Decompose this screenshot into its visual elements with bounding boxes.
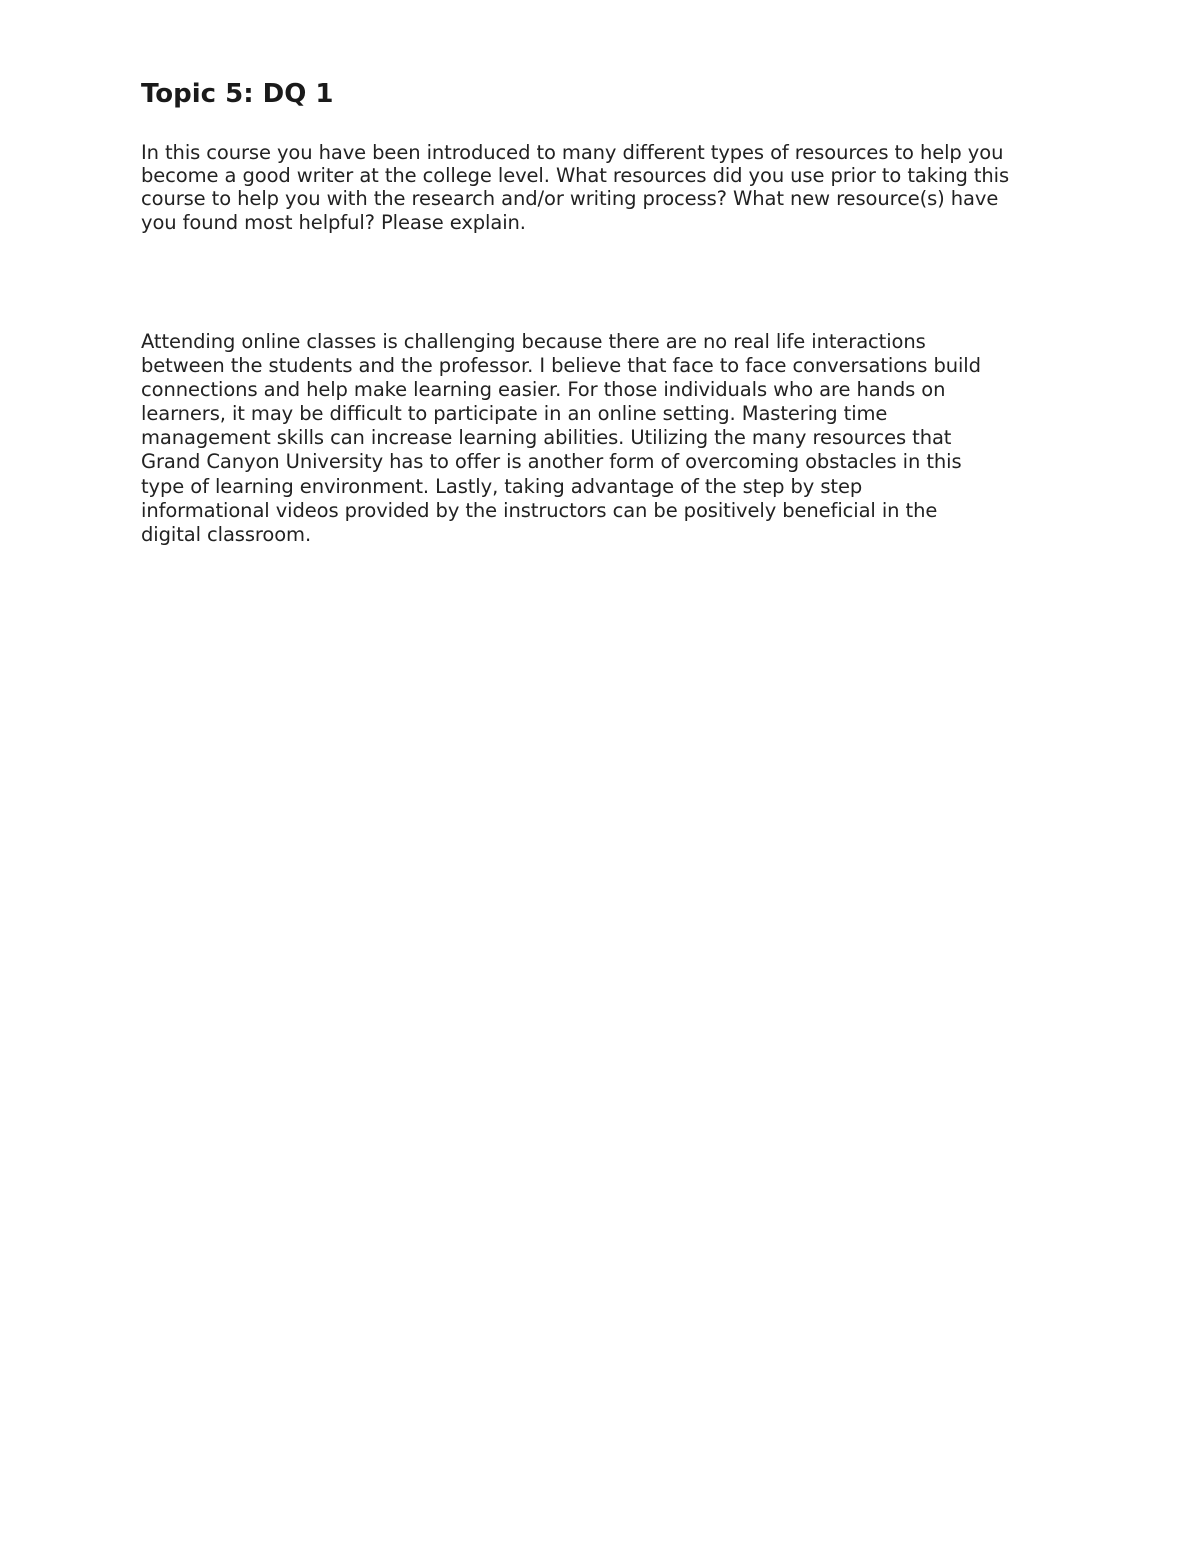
answer-line: Attending online classes is challenging because there are no real life interactions xyxy=(141,330,926,353)
answer-line: Grand Canyon University has to offer is another form of overcoming obstacles in this xyxy=(141,450,962,474)
answer-line: connections and help make learning easier. For those individuals who are hands on xyxy=(141,378,946,402)
answer-line: digital classroom. xyxy=(141,522,312,546)
question-line: you found most helpful? Please explain. xyxy=(141,210,526,234)
discussion-question xyxy=(141,141,1081,234)
answer-line: informational videos provided by the instructors can be positively beneficial in the xyxy=(141,498,938,522)
question-line: become a good writer at the college level. What resources did you use prior to taking this xyxy=(141,164,1010,188)
discussion-answer xyxy=(141,330,1081,547)
page-title: Topic 5: DQ 1 xyxy=(141,79,334,109)
answer-line: type of learning environment. Lastly, taking advantage of the step by step xyxy=(141,474,863,498)
question-line: course to help you with the research and/or writing process? What new resource(s) have xyxy=(141,187,999,211)
answer-line: between the students and the professor. I believe that face to face conversations build xyxy=(141,354,981,378)
answer-line: management skills can increase learning abilities. Utilizing the many resources that xyxy=(141,426,952,450)
answer-line: learners, it may be difficult to participate in an online setting. Mastering time xyxy=(141,402,888,426)
question-line: In this course you have been introduced to many different types of resources to help you xyxy=(141,141,1004,164)
